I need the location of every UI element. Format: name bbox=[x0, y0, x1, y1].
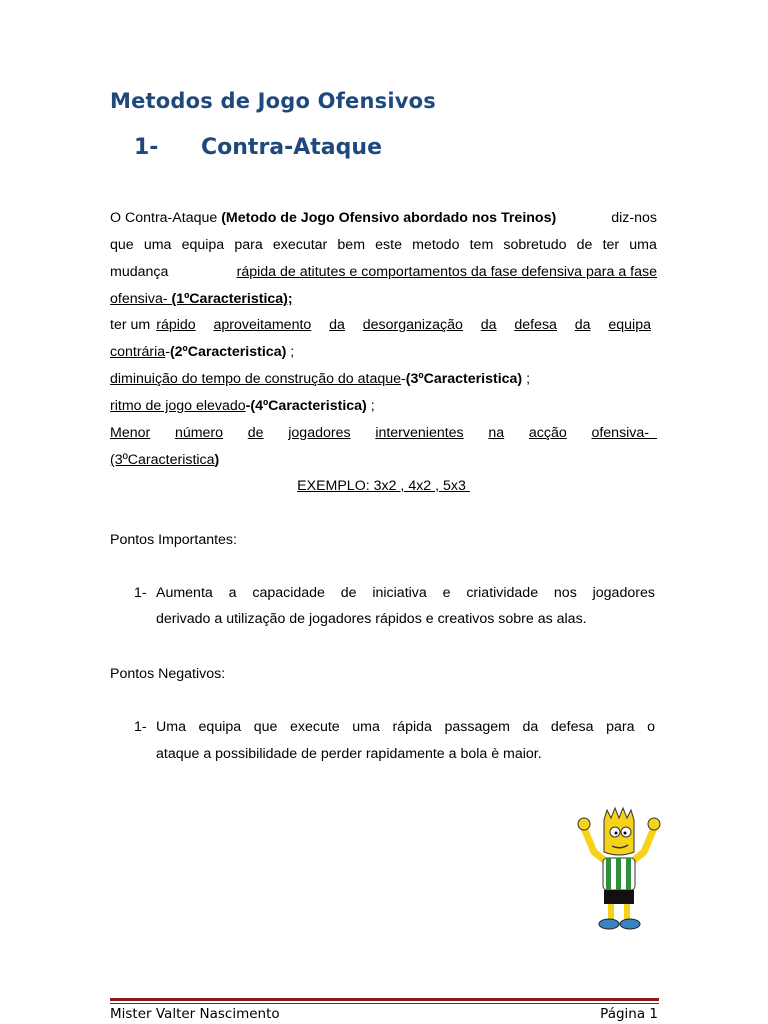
word: desorganização bbox=[362, 317, 463, 333]
paragraph-line-8 bbox=[110, 396, 657, 416]
underlined-run: (3ºCaracteristica bbox=[110, 452, 215, 468]
section-title: Contra-Ataque bbox=[201, 135, 382, 160]
characteristic-label: (4ºCaracteristica) bbox=[250, 398, 367, 414]
paragraph-line-10 bbox=[110, 450, 657, 470]
bold-run: (Metodo de Jogo Ofensivo abordado nos Treinos) bbox=[221, 210, 557, 226]
word: criatividade bbox=[466, 585, 539, 601]
footer-rule bbox=[110, 998, 659, 1001]
word: número bbox=[174, 425, 224, 441]
word: executar bbox=[272, 237, 328, 253]
paragraph-line-6 bbox=[110, 342, 657, 362]
word: sobretudo bbox=[503, 237, 567, 253]
word: da bbox=[329, 317, 345, 333]
word: equipa bbox=[198, 719, 242, 735]
word: Aumenta bbox=[156, 585, 213, 601]
example-line bbox=[110, 476, 657, 496]
word: de bbox=[576, 237, 593, 253]
section-number: 1- bbox=[134, 135, 159, 160]
text-run: ter um bbox=[110, 317, 151, 333]
word: a bbox=[228, 585, 237, 601]
text-run: O Contra-Ataque bbox=[110, 210, 222, 226]
underlined-run: contrária bbox=[110, 344, 166, 360]
word: rápido bbox=[156, 317, 196, 333]
word: uma bbox=[143, 237, 172, 253]
word: para bbox=[234, 237, 263, 253]
paragraph-line-7 bbox=[110, 369, 657, 389]
word: da bbox=[480, 317, 497, 333]
negative-heading: Pontos Negativos: bbox=[110, 666, 226, 682]
text-run: ; bbox=[366, 398, 375, 414]
word: equipa bbox=[181, 237, 225, 253]
paragraph-line-1 bbox=[110, 208, 657, 228]
word: de bbox=[340, 585, 357, 601]
document-title: Metodos de Jogo Ofensivos bbox=[110, 89, 436, 113]
word: uma bbox=[352, 719, 380, 735]
word: tem bbox=[469, 237, 494, 253]
word: bem bbox=[337, 237, 366, 253]
footer-rule-thin bbox=[110, 1003, 659, 1004]
word: acção bbox=[528, 425, 567, 441]
paragraph-line-3 bbox=[110, 262, 657, 282]
list-line-2: ataque a possibilidade de perder rapidamente a bola è maior. bbox=[156, 746, 542, 762]
example-text: EXEMPLO: 3x2 , 4x2 , 5x3 bbox=[297, 478, 470, 494]
word: equipa bbox=[608, 317, 651, 333]
list-line-1 bbox=[156, 717, 655, 737]
word: jogadores bbox=[288, 425, 351, 441]
word: nos bbox=[553, 585, 577, 601]
underlined-run: ofensiva- bbox=[110, 291, 172, 307]
list-marker: 1- bbox=[134, 719, 147, 735]
text-run: - bbox=[245, 398, 251, 414]
word: metodo bbox=[412, 237, 460, 253]
characteristic-label: (3ºCaracteristica) bbox=[405, 371, 523, 387]
word: passagem bbox=[444, 719, 510, 735]
word: jogadores bbox=[592, 585, 655, 601]
word: uma bbox=[629, 237, 657, 253]
text-run: diz-nos bbox=[611, 210, 657, 226]
text-run: - bbox=[165, 344, 170, 360]
footer-author: Mister Valter Nascimento bbox=[110, 1006, 280, 1022]
word: na bbox=[488, 425, 505, 441]
word: Uma bbox=[156, 719, 186, 735]
list-line-1 bbox=[156, 583, 655, 603]
word: defesa bbox=[514, 317, 557, 333]
word: capacidade bbox=[252, 585, 325, 601]
characteristic-label: (2ºCaracteristica) bbox=[169, 344, 287, 360]
word: da bbox=[522, 719, 539, 735]
word: Menor bbox=[110, 425, 151, 441]
underlined-run: rápida de atitutes e comportamentos da fase defensiva para a fase bbox=[236, 264, 657, 280]
word-row bbox=[110, 235, 657, 255]
underlined-run bbox=[150, 315, 657, 335]
word: de bbox=[247, 425, 264, 441]
text-run: ; bbox=[286, 344, 295, 360]
word: que bbox=[110, 237, 134, 253]
word: ter bbox=[602, 237, 620, 253]
word: que bbox=[253, 719, 278, 735]
footer-page-number: Página 1 bbox=[600, 1006, 658, 1022]
word: defesa bbox=[550, 719, 594, 735]
text-run: ) bbox=[214, 452, 220, 468]
word: este bbox=[375, 237, 402, 253]
underlined-run: diminuição do tempo de construção do ataque bbox=[110, 371, 402, 387]
text-run: mudança bbox=[110, 264, 169, 280]
text-run: ; bbox=[522, 371, 531, 387]
paragraph-line-2 bbox=[110, 235, 657, 255]
word: iniciativa bbox=[372, 585, 427, 601]
cartoon-character-illustration bbox=[574, 800, 664, 935]
underlined-run: ritmo de jogo elevado bbox=[110, 398, 246, 414]
text-run: - bbox=[401, 371, 406, 387]
paragraph-line-9 bbox=[110, 423, 657, 443]
word: para bbox=[606, 719, 635, 735]
list-marker: 1- bbox=[134, 585, 147, 601]
characteristic-label: (1ºCaracteristica); bbox=[171, 291, 293, 307]
word: intervenientes bbox=[375, 425, 464, 441]
word: e bbox=[442, 585, 451, 601]
word: execute bbox=[289, 719, 340, 735]
word: o bbox=[647, 719, 655, 735]
word: aproveitamento bbox=[213, 317, 312, 333]
important-heading: Pontos Importantes: bbox=[110, 532, 237, 548]
paragraph-line-5 bbox=[110, 315, 657, 335]
paragraph-line-4 bbox=[110, 289, 657, 309]
word: da bbox=[574, 317, 591, 333]
word: ofensiva- bbox=[591, 425, 657, 441]
word: rápida bbox=[392, 719, 432, 735]
section-heading bbox=[134, 135, 382, 160]
list-line-2: derivado a utilização de jogadores rápidos e creativos sobre as alas. bbox=[156, 611, 587, 627]
